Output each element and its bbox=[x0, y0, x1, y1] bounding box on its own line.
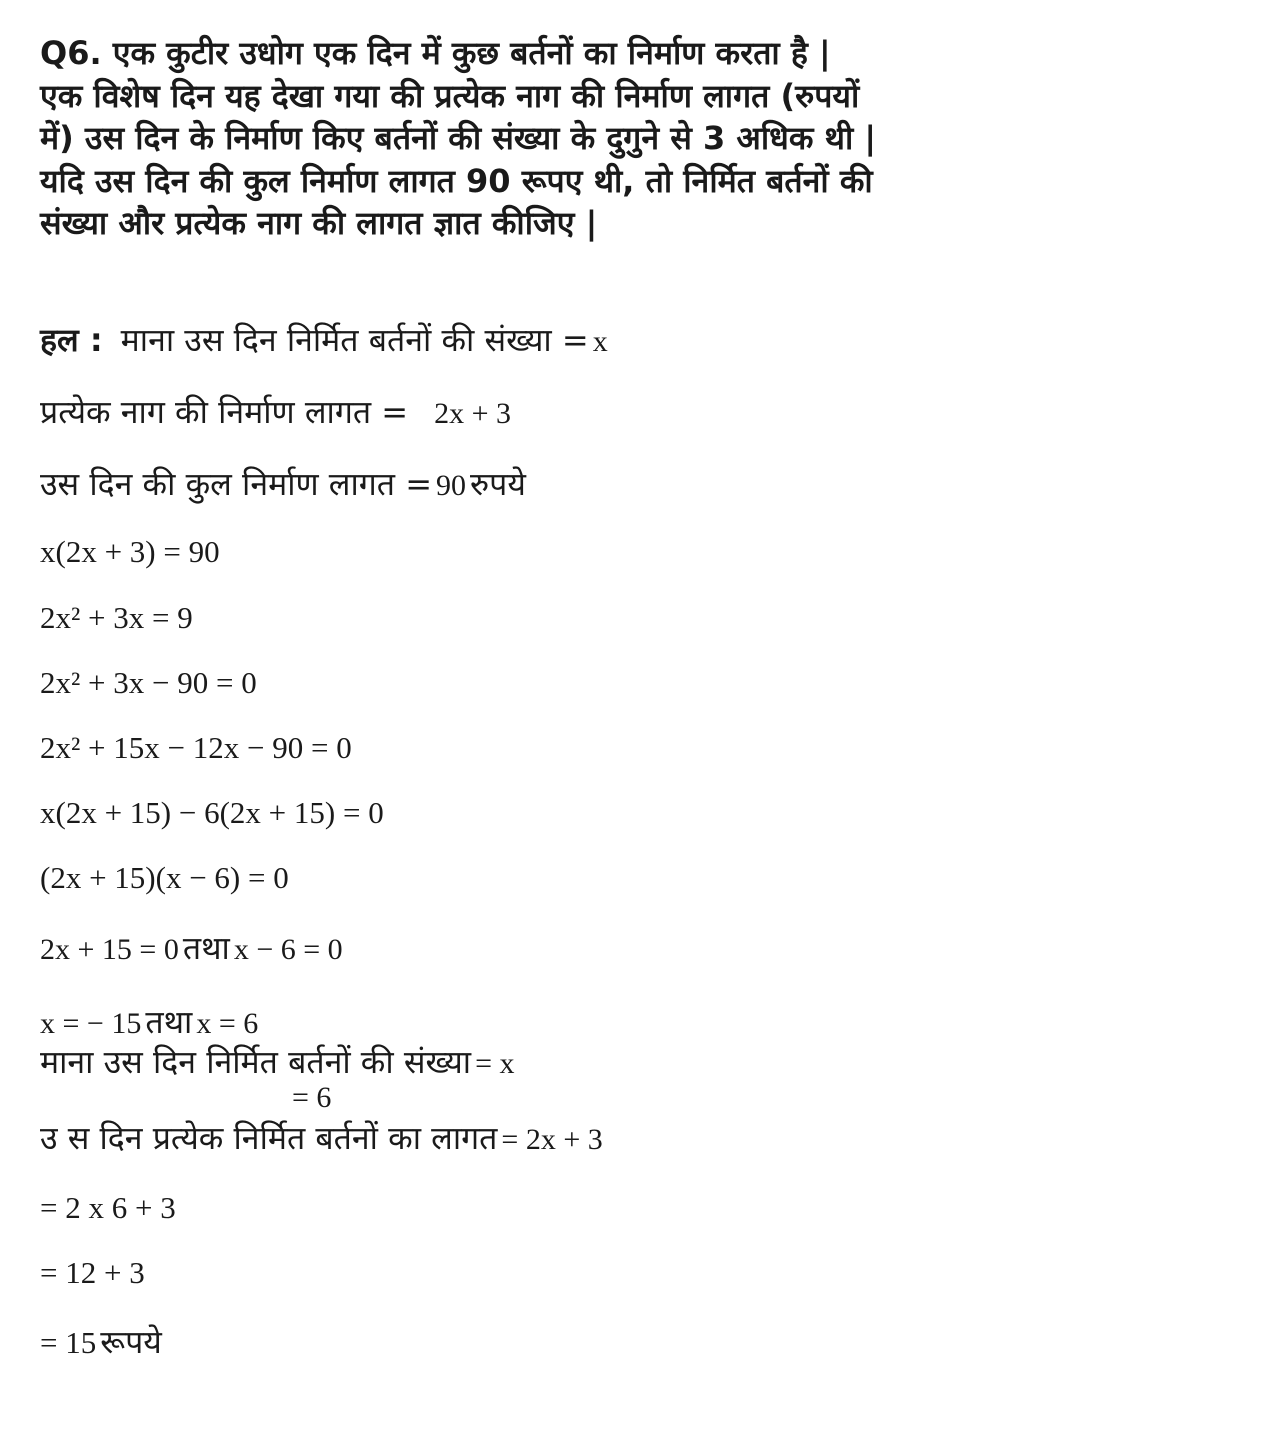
count-line bbox=[40, 1040, 514, 1083]
count-label: माना उस दिन निर्मित बर्तनों की संख्या bbox=[40, 1043, 472, 1081]
total-cost-line bbox=[40, 462, 526, 505]
step-3-unit: रूपये bbox=[100, 1323, 162, 1361]
question-text: Q6. एक कुटीर उधोग एक दिन में कुछ बर्तनों का निर्माण करता है | एक विशेष दिन यह देखा गया की प्रत्येक नाग की निर्माण लागत (रुपयों में) उस दिन के निर्माण किए बर्तनों की संख्या के दुगुने से 3 अधिक थी | यदि उस दिन की कुल निर्माण लागत 90 रूपए थी, तो निर्मित बर्तनों की संख्या और प्रत्येक नाग की लागत ज्ञात कीजिए | bbox=[40, 34, 877, 242]
each-cost-label: उ स दिन प्रत्येक निर्मित बर्तनों का लागत bbox=[40, 1119, 498, 1157]
count-value: = 6 bbox=[292, 1081, 332, 1114]
cost-each-line bbox=[40, 390, 511, 433]
equation-5: x(2x + 15) − 6(2x + 15) = 0 bbox=[40, 795, 384, 830]
equation-8-conjunction: तथा bbox=[145, 1003, 193, 1041]
step-1: = 2 x 6 + 3 bbox=[40, 1190, 176, 1225]
equation-2: 2x² + 3x = 9 bbox=[40, 600, 193, 635]
step-2: = 12 + 3 bbox=[40, 1255, 145, 1290]
equation-8-left: x = − 15 bbox=[40, 1007, 142, 1040]
equation-7-conjunction: तथा bbox=[182, 929, 230, 967]
each-cost-line bbox=[40, 1116, 603, 1159]
equation-8 bbox=[40, 1000, 258, 1043]
step-3 bbox=[40, 1320, 162, 1363]
cost-each-label: प्रत्येक नाग की निर्माण लागत = bbox=[40, 393, 409, 431]
cost-each-expression: 2x + 3 bbox=[434, 397, 511, 430]
equation-7 bbox=[40, 926, 343, 969]
equation-4: 2x² + 15x − 12x − 90 = 0 bbox=[40, 730, 352, 765]
step-3-value: = 15 bbox=[40, 1325, 97, 1360]
hal-label: हल : bbox=[40, 321, 103, 359]
equation-3: 2x² + 3x − 90 = 0 bbox=[40, 665, 257, 700]
each-cost-expression: = 2x + 3 bbox=[501, 1123, 603, 1156]
equation-8-right: x = 6 bbox=[196, 1007, 259, 1040]
total-cost-unit: रुपये bbox=[470, 465, 526, 503]
total-cost-label: उस दिन की कुल निर्माण लागत = bbox=[40, 465, 433, 503]
equation-7-left: 2x + 15 = 0 bbox=[40, 933, 179, 966]
equation-6: (2x + 15)(x − 6) = 0 bbox=[40, 860, 289, 895]
equation-1: x(2x + 3) = 90 bbox=[40, 534, 220, 569]
hal-variable: x bbox=[592, 325, 608, 358]
hal-text: माना उस दिन निर्मित बर्तनों की संख्या = bbox=[120, 321, 589, 359]
total-cost-value: 90 bbox=[436, 469, 467, 502]
solution-intro bbox=[40, 318, 608, 361]
count-expression: = x bbox=[475, 1047, 515, 1080]
equation-7-right: x − 6 = 0 bbox=[233, 933, 343, 966]
